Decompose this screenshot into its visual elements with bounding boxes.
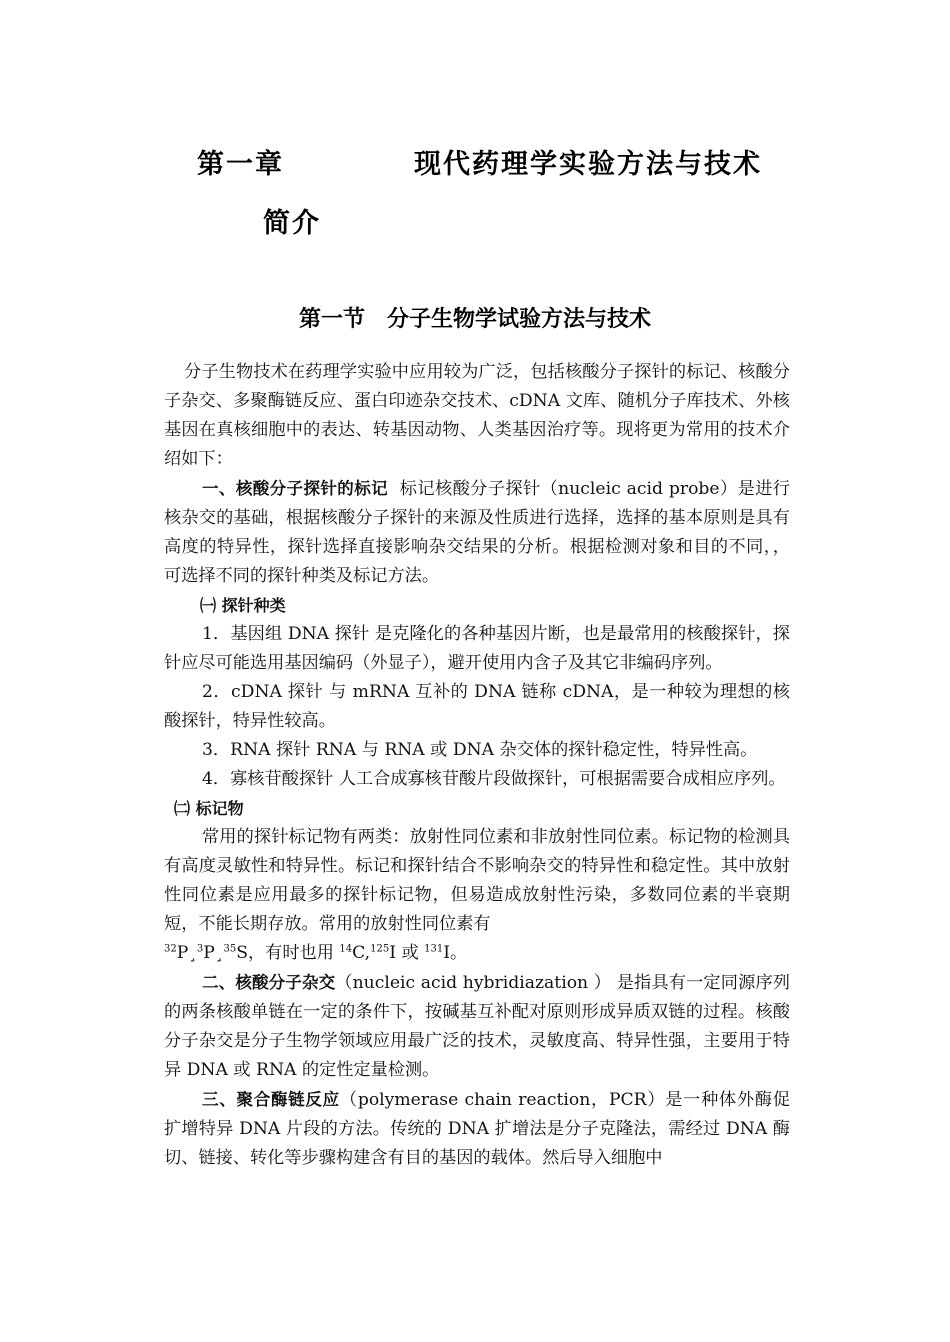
section1-paragraph	[164, 474, 790, 591]
isotope-sup: 131	[424, 943, 444, 955]
isotope: I。	[443, 943, 468, 963]
section1-text: 标记核酸分子探针（nucleic acid probe）是进行核杂交的基础，根据核酸分子探针的来源及性质进行选择，选择的基本原则是具有高度的特异性，探针选择直接影响杂交结果的分析。根据检测对象和目的不同，，可选择不同的探针种类及标记方法。	[164, 479, 790, 586]
list-item-cdna-probe: 2．cDNA 探针 与 mRNA 互补的 DNA 链称 cDNA，是一种较为理想的核酸探针，特异性较高。	[164, 682, 790, 731]
section3-heading: 三、聚合酶链反应	[202, 1090, 340, 1109]
section3-text: （polymerase chain reaction，PCR）是一种体外酶促扩增特异 DNA 片段的方法。传统的 DNA 扩增法是分子克隆法，需经过 DNA 酶切、链接、转化等步骤构建含有目的基因的载体。然后导入细胞中	[164, 1090, 790, 1168]
section1-heading: 一、核酸分子探针的标记	[202, 479, 389, 498]
chapter-title-line2: 简介	[263, 208, 321, 239]
isotope-sup: 14	[339, 943, 353, 955]
isotope-mid: ，有时也用	[247, 943, 340, 963]
isotope: C,	[352, 943, 371, 963]
subheading-labels: ㈡ 标记物	[174, 799, 244, 818]
list-item-genomic-probe: 1．基因组 DNA 探针 是克隆化的各种基因片断，也是最常用的核酸探针，探针应尽可能选用基因编码（外显子），避开使用内含子及其它非编码序列。	[164, 624, 790, 673]
list-item-oligo-probe: 4．寡核苷酸探针 人工合成寡核苷酸片段做探针，可根据需要合成相应序列。	[202, 769, 786, 789]
section-title	[0, 302, 950, 333]
isotope-sup: 32	[164, 943, 177, 955]
isotope-sup: 125	[370, 943, 390, 955]
section-name: 分子生物学试验方法与技术	[387, 307, 652, 332]
isotope-sup: 35	[223, 943, 237, 955]
isotope-sep: ¸	[214, 943, 224, 963]
isotope: P	[176, 943, 189, 963]
intro-paragraph: 分子生物技术在药理学实验中应用较为广泛，包括核酸分子探针的标记、核酸分子杂交、多聚酶链反应、蛋白印迹杂交技术、cDNA 文库、随机分子库技术、外核基因在真核细胞中的表达、转基因动物、人类基因治疗等。现将更为常用的技术介绍如下：	[164, 362, 790, 469]
chapter-title-line1: 现代药理学实验方法与技术	[414, 149, 762, 180]
isotope: S	[236, 943, 248, 963]
body-text	[164, 358, 790, 1173]
section3-paragraph	[164, 1085, 790, 1173]
section-number: 第一节	[298, 307, 365, 332]
list-item-rna-probe: 3．RNA 探针 RNA 与 RNA 或 DNA 杂交体的探针稳定性，特异性高。	[202, 740, 758, 760]
chapter-number: 第一章	[197, 149, 284, 180]
labels-paragraph	[164, 823, 790, 968]
section2-text: （nucleic acid hybridiazation ） 是指具有一定同源序列的两条核酸单链在一定的条件下，按碱基互补配对原则形成异质双链的过程。核酸分子杂交是分子生物学领域应用最广泛的技术，灵敏度高、特异性强，主要用于特异 DNA 或 RNA 的定性定量检测。	[164, 973, 790, 1080]
isotope-sup: 3	[196, 943, 204, 955]
isotope: P	[203, 943, 215, 963]
section2-paragraph	[164, 968, 790, 1085]
section2-heading: 二、核酸分子杂交	[202, 973, 336, 992]
subheading-probe-types: ㈠ 探针种类	[200, 596, 286, 615]
labels-text: 常用的探针标记物有两类：放射性同位素和非放射性同位素。标记物的检测具有高度灵敏性和特异性。标记和探针结合不影响杂交的特异性和稳定性。其中放射性同位素是应用最多的探针标记物，但易造成放射性污染，多数同位素的半衰期短，不能长期存放。常用的放射性同位素有	[164, 827, 790, 934]
isotope: I 或	[389, 943, 425, 963]
isotope-sep: ¸	[188, 943, 197, 963]
